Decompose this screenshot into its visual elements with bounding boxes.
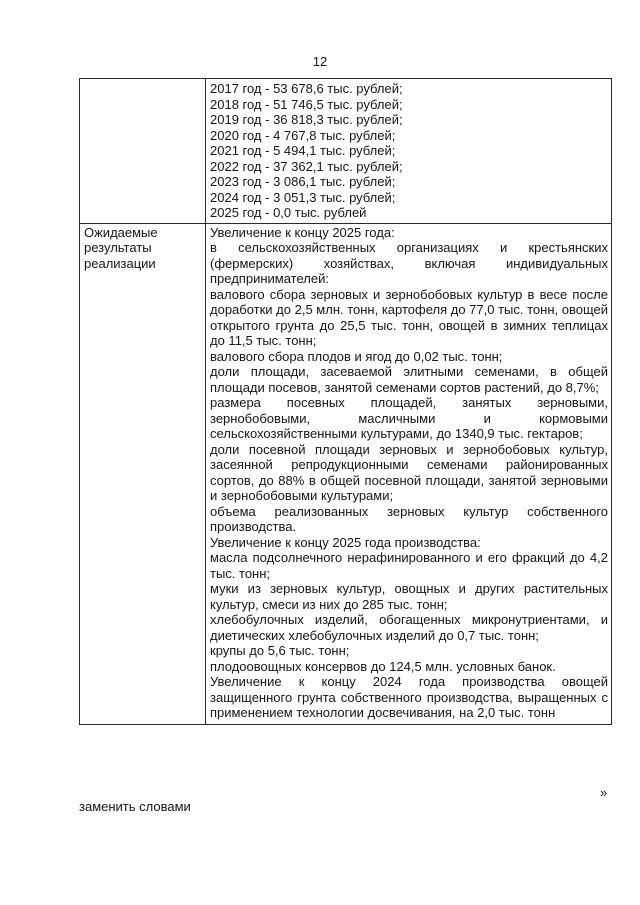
funding-year-line: 2020 год - 4 767,8 тыс. рублей; [210, 127, 396, 143]
results-paragraph: крупы до 5,6 тыс. тонн; [210, 643, 350, 658]
results-label-cell [80, 223, 206, 724]
results-paragraph: доли площади, засеваемой элитными семенами, в общей площади посевов, занятой семенами сортов растений, до 8,7%; [210, 364, 608, 395]
results-paragraph: Увеличение к концу 2025 года: [210, 224, 395, 240]
results-paragraph: валового сбора зерновых и зернобобовых культур в весе после доработки до 2,5 млн. тонн, картофеля до 77,0 тыс. тонн, овощей открытого грунта до 25,5 тыс. тонн, овощей в зимних теплицах до 11,5 тыс. тонн; [210, 286, 608, 348]
results-paragraph: доли посевной площади зерновых и зернобобовых культур, засеянной репродукционными семенами районированных сортов, до 88% в общей посевной площади, занятой зерновыми и зернобобовыми культурами; [210, 441, 608, 503]
funding-label-cell [80, 79, 206, 224]
results-paragraph: Увеличение к концу 2024 года производства овощей защищенного грунта собственного производства, выращенных с применением технологии досвечивания, на 2,0 тыс. тонн [210, 674, 608, 720]
funding-year-line: 2019 год - 36 818,3 тыс. рублей; [210, 112, 403, 127]
funding-year-line: 2018 год - 51 746,5 тыс. рублей; [210, 96, 403, 112]
funding-year-line: 2022 год - 37 362,1 тыс. рублей; [210, 158, 403, 174]
funding-values-cell [206, 79, 612, 224]
funding-row [80, 79, 612, 224]
funding-year-line: 2023 год - 3 086,1 тыс. рублей; [210, 174, 396, 189]
results-paragraph: Увеличение к концу 2025 года производства: [210, 534, 481, 550]
results-paragraph: в сельскохозяйственных организациях и крестьянских (фермерских) хозяйствах, включая индивидуальных предпринимателей: [210, 240, 608, 286]
results-label: Ожидаемые результаты реализации [84, 224, 158, 271]
funding-year-line: 2025 год - 0,0 тыс. рублей [210, 205, 367, 220]
funding-year-line: 2024 год - 3 051,3 тыс. рублей; [210, 189, 396, 205]
funding-year-line: 2017 год - 53 678,6 тыс. рублей; [210, 81, 403, 96]
results-paragraph: объема реализованных зерновых культур собственного производства. [210, 503, 608, 534]
trailing-text: заменить словами [79, 799, 191, 814]
results-paragraph: масла подсолнечного нерафинированного и его фракций до 4,2 тыс. тонн; [210, 550, 608, 581]
program-passport-table [79, 78, 612, 725]
funding-year-line: 2021 год - 5 494,1 тыс. рублей; [210, 143, 396, 158]
results-row [80, 223, 612, 724]
results-paragraph: размера посевных площадей, занятых зерновыми, зернобобовыми, масличными и кормовыми сельскохозяйственными культурами, до 1340,9 тыс. гектаров; [210, 395, 608, 441]
results-paragraph: плодоовощных консервов до 124,5 млн. условных банок. [210, 658, 556, 674]
results-paragraph: муки из зерновых культур, овощных и других растительных культур, смеси из них до 285 тыс. тонн; [210, 581, 608, 612]
closing-quote: » [600, 785, 608, 800]
results-content-cell [206, 223, 612, 724]
results-paragraph: хлебобулочных изделий, обогащенных микронутриентами, и диетических хлебобулочных изделий до 0,7 тыс. тонн; [210, 612, 608, 643]
results-paragraph: валового сбора плодов и ягод до 0,02 тыс. тонн; [210, 348, 503, 364]
page-number: 12 [312, 54, 328, 69]
